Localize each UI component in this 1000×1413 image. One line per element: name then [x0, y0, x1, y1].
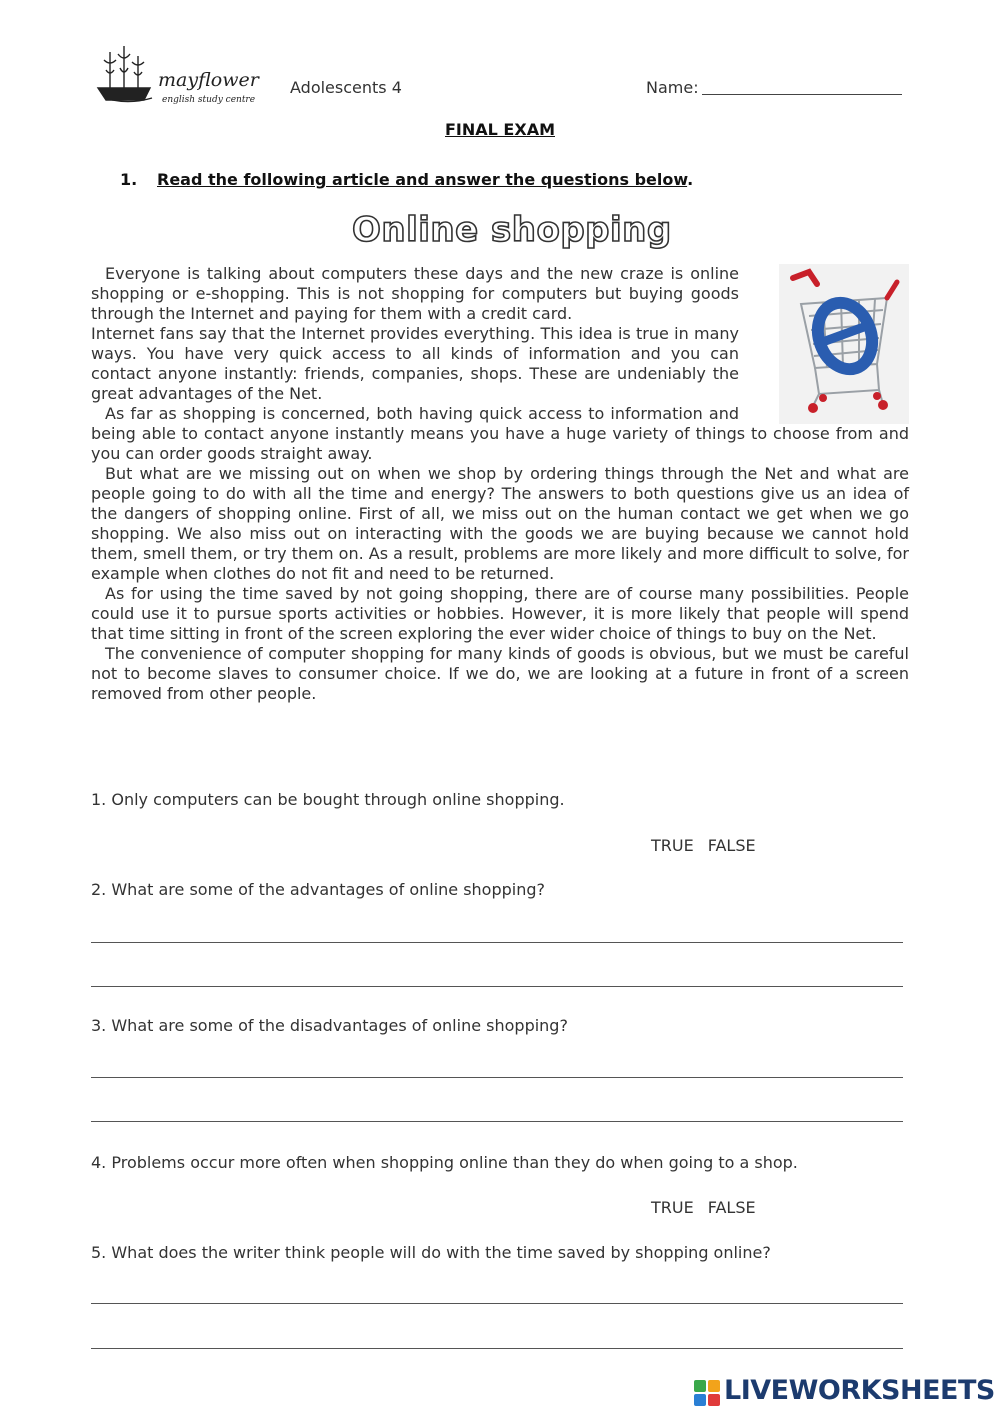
question-1: 1. Only computers can be bought through online shopping. [91, 790, 565, 809]
logo-text: mayflower [158, 69, 259, 91]
answer-line[interactable] [91, 1077, 903, 1078]
article-paragraph-5: As for using the time saved by not going shopping, there are of course many possibilities. People could use it to pursue sports activities or hobbies. However, it is more likely that people will spend that time sitting in front of the screen exploring the ever wider choice of things to buy on the Net. [91, 584, 909, 643]
answer-line[interactable] [91, 1121, 903, 1122]
false-option[interactable]: FALSE [707, 836, 756, 855]
instruction [157, 170, 693, 189]
logo-subtext: english study centre [162, 95, 256, 105]
article-title: Online shopping [352, 210, 672, 250]
question-4-choices [651, 1198, 756, 1217]
instruction-text: Read the following article and answer the questions below [157, 170, 688, 189]
name-input-line[interactable] [702, 94, 902, 95]
name-label: Name: [646, 78, 699, 97]
question-3: 3. What are some of the disadvantages of online shopping? [91, 1016, 568, 1035]
shopping-cart-image [779, 264, 909, 424]
class-level: Adolescents 4 [290, 78, 402, 97]
instruction-period: . [687, 170, 694, 189]
false-option[interactable]: FALSE [707, 1198, 756, 1217]
mayflower-logo [92, 40, 282, 108]
article-paragraph-2: Internet fans say that the Internet provides everything. This idea is true in many ways. You have very quick access to all kinds of information and you can contact anyone instantly: friends, companies, shops. These are undeniably the great advantages of the Net. [91, 324, 739, 403]
exam-title: FINAL EXAM [445, 120, 555, 139]
answer-line[interactable] [91, 942, 903, 943]
liveworksheets-watermark: LIVEWORKSHEETS [724, 1375, 995, 1406]
question-4: 4. Problems occur more often when shopping online than they do when going to a shop. [91, 1153, 798, 1172]
question-2: 2. What are some of the advantages of online shopping? [91, 880, 546, 899]
answer-line[interactable] [91, 1348, 903, 1349]
true-option[interactable]: TRUE [651, 1198, 694, 1217]
answer-line[interactable] [91, 1303, 903, 1304]
article-paragraph-1: Everyone is talking about computers these days and the new craze is online shopping or e-shopping. This is not shopping for computers but buying goods through the Internet and paying for them with a credit card. [91, 264, 739, 323]
answer-line[interactable] [91, 986, 903, 987]
article-paragraph-4: But what are we missing out on when we shop by ordering things through the Net and what are people going to do with all the time and energy? The answers to both questions give us an idea of the dangers of shopping online. First of all, we miss out on the human contact we get when we go shopping. We also miss out on interacting with the goods we are buying because we cannot hold them, smell them, or try them on. As a result, problems are more likely and more difficult to solve, for example when clothes do not fit and need to be returned. [91, 464, 909, 583]
article-paragraph-3: As far as shopping is concerned, both having quick access to information and being able to contact anyone instantly means you have a huge variety of things to choose from and you can order goods straight away. [91, 404, 909, 463]
liveworksheets-logo-icon [694, 1376, 722, 1406]
article-paragraph-6: The convenience of computer shopping for many kinds of goods is obvious, but we must be careful not to become slaves to consumer choice. If we do, we are looking at a future in front of a screen removed from other people. [91, 644, 909, 703]
true-option[interactable]: TRUE [651, 836, 694, 855]
article-body [91, 264, 909, 704]
instruction-number: 1. [120, 170, 138, 189]
question-1-choices [651, 836, 756, 855]
question-5: 5. What does the writer think people will do with the time saved by shopping online? [91, 1243, 771, 1262]
